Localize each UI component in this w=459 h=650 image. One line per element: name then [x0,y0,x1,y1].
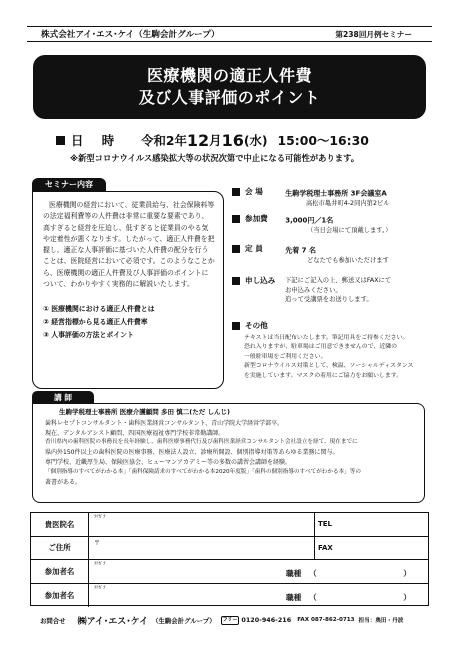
capacity-note: どなたでも参加いただけます [307,256,389,264]
date-weekday: (水) [243,133,268,148]
date-day: 16 [221,130,244,150]
postal-mark: 〒 [94,539,101,547]
title-banner [33,55,426,119]
free-dial-icon: フリー [222,616,238,623]
square-bullet-icon [232,188,240,196]
lecturer-box [32,403,425,503]
fee-value: 3,000円／1名 [285,216,334,225]
job-label: 職種 [286,569,302,578]
seminar-point: ② 経営指標から見る適正人件費率 [43,318,148,327]
form-row-attendee-2 [31,584,428,608]
lecturer-heading: 講 師 [32,391,94,403]
fax-field[interactable] [314,537,428,560]
lecturer-line: 県内外150件以上の歯科医院の医療事務、医療法人設立、診療所開設、個別指導対策等あらゆる業務に関与。 [45,449,339,457]
job-input[interactable] [321,584,411,608]
other-line: を実施しています。マスクの着用にご協力をお願いします。 [244,372,403,379]
attendee-label: 参加者名 [31,584,89,608]
square-bullet-icon [232,245,240,253]
other-line: 一般駐車場をご利用ください。 [244,353,327,360]
fee-block [232,213,392,235]
fee-label: 参加費 [245,214,268,223]
apply-line: お申込みください。 [285,286,342,294]
form-row-clinic [31,513,428,537]
application-form [30,512,429,606]
furigana-label: ﾌﾘｶﾞﾅ [94,515,106,520]
job-input[interactable] [321,560,411,583]
company-name: 株式会社アイ･エス･ケイ（生駒会計グループ） [41,30,220,40]
other-line: 新型コロナウイルス対策として、検温、ソーシャルディスタンス [244,363,414,369]
datetime-row [56,130,436,150]
date-month-unit: 月 [209,133,222,148]
other-line: 恐れ入りますが、駐車場はご用意できませんので、近隣の [244,344,398,350]
apply-line: 下記にご記入の上、郵送又はFAXにて [285,277,392,284]
title-line-1: 医療機関の適正人件費 [146,66,312,85]
footer-fax: FAX 087-862-0713 [297,617,355,623]
paren-close: ） [403,592,411,602]
furigana-label: ﾌﾘｶﾞﾅ [94,585,106,591]
capacity-label: 定 員 [245,244,263,253]
attendee-name-input[interactable] [90,560,280,583]
job-label: 職種 [286,592,302,602]
venue-label: 会 場 [245,187,263,196]
square-bullet-icon [232,322,240,330]
venue-block [232,186,390,208]
seminar-point: ③ 人事評価の方法とポイント [43,331,134,340]
title-line-2: 及び人事評価のポイント [138,88,321,107]
form-row-attendee-1 [31,560,428,584]
furigana-label: ﾌﾘｶﾞﾅ [94,562,106,567]
footer-contact [40,614,440,626]
fax-label: FAX [318,543,333,552]
venue-name: 生駒学税理士事務所 3F会議室A [285,189,387,198]
capacity-block [232,243,389,265]
paren-open: （ [309,592,317,602]
time-range: 15:00〜16:30 [277,133,369,148]
seminar-heading: セミナー内容 [32,178,106,191]
apply-block [232,275,392,303]
footer-phone: 0120-946-216 [241,616,292,624]
clinic-label: 貴医院名 [31,513,89,536]
venue-address: 高松市亀井町4-2同内第2ビル [306,199,390,207]
lecturer-line: 専門学校、近畿厚生局、保険医協会、ヒューマンアカデミー等の多数の講習会講師を経験。 [45,458,291,466]
seminar-content-box [32,191,224,389]
lecturer-line: 歯科レセプトコンサルタント・歯科医業経営コンサルタント、青山学院大学経営学部卒。 [45,419,284,427]
form-row-address [31,537,428,561]
other-block [232,320,432,381]
tel-label: TEL [318,520,333,529]
apply-label: 申し込み [245,276,276,285]
covid-notice: ※新型コロナウイルス感染拡大等の状況次第で中止になる可能性があります。 [70,153,360,163]
square-bullet-icon [56,136,65,145]
datetime-label: 日 時 [71,133,122,148]
fee-note: （当日会場にて頂戴します。） [307,226,392,234]
lecturer-line: 現在、デンタルアシスト顧問、四国医療福祉専門学校非常勤講師。 [45,429,225,437]
footer-group: （生駒会計グループ） [152,616,216,625]
clinic-name-input[interactable] [90,513,314,536]
square-bullet-icon [232,215,240,223]
other-label: その他 [245,321,268,330]
lecturer-line: 香川県内の歯科医院の事務長を長年経験し、歯科医療事務代行及び歯科医業経営コンサルタント会社設立を経て、現在までに [45,439,358,446]
capacity-value: 先着 7 名 [285,246,316,255]
address-label: ご住所 [31,537,89,560]
date-era: 令和2年 [141,133,187,148]
other-line: テキストは当日配布いたします。筆記用具をご持参ください。 [244,334,409,341]
address-input[interactable] [90,537,314,560]
seminar-number: 第238回月例セミナー [335,29,412,39]
lecturer-line: 著書がある。 [45,478,82,486]
paren-open: （ [309,569,317,578]
attendee-label: 参加者名 [31,560,89,583]
attendee-name-input[interactable] [90,584,280,608]
tel-field[interactable] [314,513,428,536]
seminar-points [43,303,215,342]
inquiry-label: お問合せ [40,616,66,625]
footer-staff: 担当：奥田・丹波 [358,618,404,624]
apply-line: 追って受講票をお送りします。 [285,296,373,303]
seminar-body: 医療機関の経営において、従業員給与、社会保険料等の法定福利費等の人件費は非常に重要な要素であり、高すぎると経営を圧迫し、低すぎると従業員のやる気や定着性が悪くなります。したがって、適正人件費を把握し、適正な人事評価に基づいた人件費の配分を行うことは、医院経営において必須です。このようなことから、医療機関の適正人件費及び人事評価のポイントについて、わかりやすく実務的に解説いたします。 [43,201,215,289]
lecturer-line: 「個別指導のすべてがわかる本」「歯科保険請求のすべてがわかる本2020年度版」「歯科の個別指導のすべてがわかる本」等の [45,468,361,475]
top-header-bar [27,26,432,42]
seminar-point: ① 医療機関における適正人件費とは [43,305,155,314]
lecturer-title: 生駒学税理士事務所 医療介護顧問 多田 慎二(ただ しんじ) [59,408,230,416]
date-month: 12 [186,130,210,150]
footer-company: ㈱アイ･エス･ケイ [77,616,149,627]
paren-close: ） [403,569,411,578]
square-bullet-icon [232,277,240,285]
